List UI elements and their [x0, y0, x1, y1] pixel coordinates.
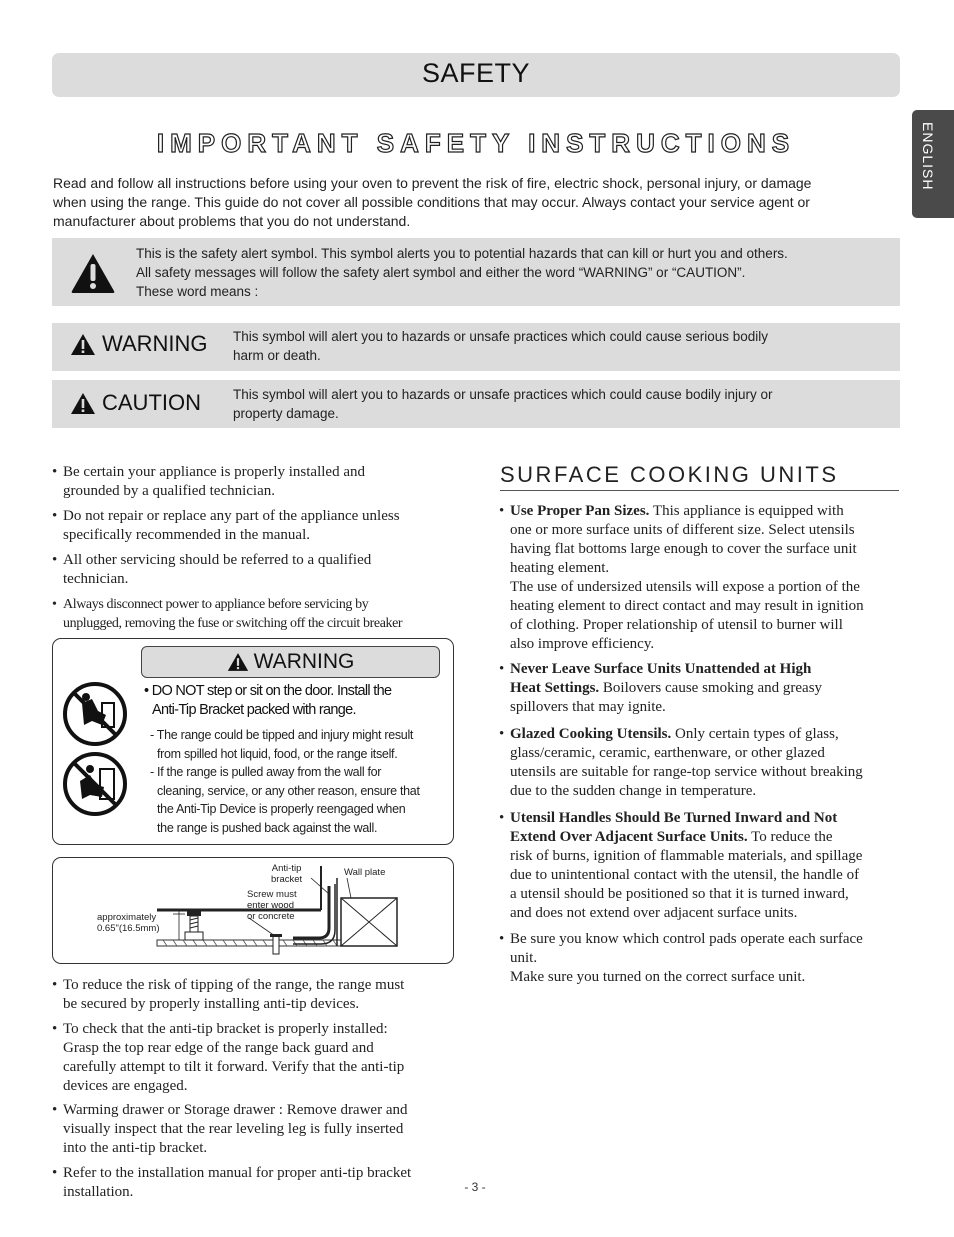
list-item — [52, 463, 365, 501]
line — [510, 660, 822, 679]
item-heading: Use Proper Pan Sizes. — [510, 503, 650, 519]
page-number: - 3 - — [464, 1180, 486, 1194]
warning-definition — [233, 327, 823, 365]
line: visually inspect that the rear leveling leg is fully inserted — [63, 1121, 404, 1137]
line: heating element to direct contact and may result in ignition — [510, 598, 864, 614]
section-title: SAFETY — [421, 58, 531, 88]
item-text: Boilovers cause smoking and greasy — [599, 680, 823, 696]
list-item — [499, 725, 863, 801]
list-item — [52, 507, 400, 545]
definition-line: This symbol will alert you to hazards or unsafe practices which could cause serious bodily — [233, 329, 768, 344]
line: grounded by a qualified technician. — [63, 483, 276, 499]
warning-heading-text: WARNING — [253, 650, 355, 673]
line: cleaning, service, or any other reason, ensure that — [157, 783, 420, 798]
anti-tip-warning-main — [144, 682, 439, 720]
anti-tip-warning-sub2 — [150, 763, 445, 837]
line: technician. — [63, 571, 129, 587]
line: from spilled hot liquid, food, or the range itself. — [157, 746, 398, 761]
line: risk of burns, ignition of flammable materials, and spillage — [510, 848, 863, 864]
anti-tip-warning-heading — [141, 646, 440, 678]
list-item — [499, 930, 863, 987]
line: • All other servicing should be referred to a qualified — [63, 552, 372, 568]
line: • To check that the anti-tip bracket is properly installed: — [63, 1021, 388, 1037]
definition-line: property damage. — [233, 406, 339, 421]
alert-line: These word means : — [136, 284, 259, 299]
item-heading: Never Leave Surface Units Unattended at High — [510, 661, 812, 677]
line: Grasp the top rear edge of the range back guard and — [63, 1040, 374, 1056]
line: approximately — [97, 912, 157, 923]
list-item — [499, 502, 864, 654]
warning-word: WARNING — [102, 331, 208, 356]
item-text: This appliance is equipped with — [649, 503, 844, 519]
list-item — [499, 809, 862, 923]
line: the range is pushed back against the wall. — [157, 820, 378, 835]
alert-line: This is the safety alert symbol. This symbol alerts you to potential hazards that can kill or hurt you and others. — [136, 246, 788, 261]
caution-word: CAUTION — [102, 390, 201, 415]
line — [510, 809, 862, 828]
warning-triangle-icon — [70, 333, 96, 356]
anti-tip-warning-sub1 — [150, 726, 445, 763]
intro-paragraph: Read and follow all instructions before using your oven to prevent the risk of fire, electric shock, personal injury, or damage when using the range. This guide do not cover all possible conditions that may occur. Always contact your service agent or manufacturer about problems that you do not understand. — [53, 175, 812, 229]
alert-line: All safety messages will follow the safety alert symbol and either the word “WARNING” or “CAUTION”. — [136, 265, 746, 280]
line: bracket — [271, 874, 303, 885]
line: 0.65"(16.5mm) — [97, 923, 160, 934]
line: utensils are suitable for range-top service without breaking — [510, 764, 863, 780]
list-item — [52, 1020, 404, 1096]
section-divider — [500, 490, 899, 491]
line: a utensil should be positioned so that it is turned inward, — [510, 886, 849, 902]
line: • Refer to the installation manual for proper anti-tip bracket — [63, 1165, 412, 1181]
line — [510, 679, 822, 698]
line: installation. — [63, 1184, 134, 1200]
list-item — [52, 551, 371, 589]
anti-tip-bracket-label — [271, 863, 302, 885]
item-heading: Heat Settings. — [510, 680, 600, 696]
line: - The range could be tipped and injury might result — [150, 728, 414, 742]
line: devices are engaged. — [63, 1078, 188, 1094]
line: be secured by properly installing anti-tip devices. — [63, 996, 360, 1012]
line — [510, 502, 864, 521]
line: specifically recommended in the manual. — [63, 527, 310, 543]
line: due to the sudden change in temperature. — [510, 783, 757, 799]
list-item — [52, 1101, 408, 1158]
line: • Do not repair or replace any part of the appliance unless — [63, 508, 400, 524]
language-tab-label: ENGLISH — [920, 122, 936, 191]
list-item — [52, 1164, 411, 1202]
line: unit. — [510, 950, 538, 966]
line: • To reduce the risk of tipping of the range, the range must — [63, 977, 405, 993]
line: Anti-tip — [271, 863, 302, 874]
line: • Be certain your appliance is properly installed and — [63, 464, 365, 480]
screw-label — [247, 889, 297, 922]
caution-triangle-icon — [70, 392, 96, 415]
line: spillovers that may ignite. — [510, 699, 666, 715]
caution-definition — [233, 385, 823, 423]
line: • Warming drawer or Storage drawer : Remove drawer and — [63, 1102, 408, 1118]
line: • DO NOT step or sit on the door. Install the — [144, 683, 392, 699]
line: Anti-Tip Bracket packed with range. — [152, 702, 356, 718]
line: one or more surface units of different size. Select utensils — [510, 522, 855, 538]
line: of clothing. Proper relationship of utensil to burner will — [510, 617, 843, 633]
line: enter wood — [247, 900, 295, 911]
no-stepping-on-door-icon — [62, 681, 128, 747]
line: glass/ceramic, ceramic, earthenware, or other glazed — [510, 745, 825, 761]
page-title: IMPORTANT SAFETY INSTRUCTIONS — [156, 128, 796, 158]
item-text: To reduce the — [747, 829, 833, 845]
list-item — [499, 660, 822, 717]
definition-line: harm or death. — [233, 348, 321, 363]
line: the Anti-Tip Device is properly reengaged when — [157, 802, 406, 816]
item-heading: Glazed Cooking Utensils. — [510, 726, 672, 742]
line: having flat bottoms large enough to cover the surface unit — [510, 541, 857, 557]
safety-alert-icon — [70, 252, 116, 294]
line: due to unintentional contact with the utensil, the handle of — [510, 867, 860, 883]
language-tab[interactable] — [912, 110, 954, 218]
item-heading: Utensil Handles Should Be Turned Inward and Not — [510, 810, 838, 826]
line: carefully attempt to tilt it forward. Verify that the anti-tip — [63, 1059, 405, 1075]
clearance-label — [97, 912, 160, 934]
line: into the anti-tip bracket. — [63, 1140, 208, 1156]
definition-line: This symbol will alert you to hazards or unsafe practices which could cause bodily injury or — [233, 387, 773, 402]
caution-label — [70, 390, 201, 416]
no-sitting-on-door-icon — [62, 751, 128, 817]
safety-alert-text — [136, 244, 836, 301]
line: heating element. — [510, 560, 610, 576]
surface-section-title: SURFACE COOKING UNITS — [500, 462, 839, 487]
line: • Be sure you know which control pads operate each surface — [510, 931, 863, 947]
line: Screw must — [247, 889, 297, 900]
line: • Always disconnect power to appliance before servicing by — [63, 597, 369, 612]
line: unplugged, removing the fuse or switching off the circuit breaker — [63, 616, 403, 631]
line: or concrete — [247, 911, 295, 922]
item-text: Only certain types of glass, — [671, 726, 839, 742]
line: and does not extend over adjacent surface units. — [510, 905, 798, 921]
item-heading: Extend Over Adjacent Surface Units. — [510, 829, 748, 845]
line: also improve efficiency. — [510, 636, 655, 652]
anti-tip-bracket-diagram — [52, 857, 454, 964]
line — [510, 725, 863, 744]
line — [510, 828, 862, 847]
list-item — [52, 976, 404, 1014]
list-item — [52, 595, 402, 633]
warning-label — [70, 331, 208, 357]
warning-triangle-icon — [227, 652, 249, 672]
line: The use of undersized utensils will expose a portion of the — [510, 579, 860, 595]
line: - If the range is pulled away from the wall for — [150, 765, 382, 779]
line: Make sure you turned on the correct surface unit. — [510, 969, 806, 985]
wall-plate-label: Wall plate — [344, 867, 386, 878]
